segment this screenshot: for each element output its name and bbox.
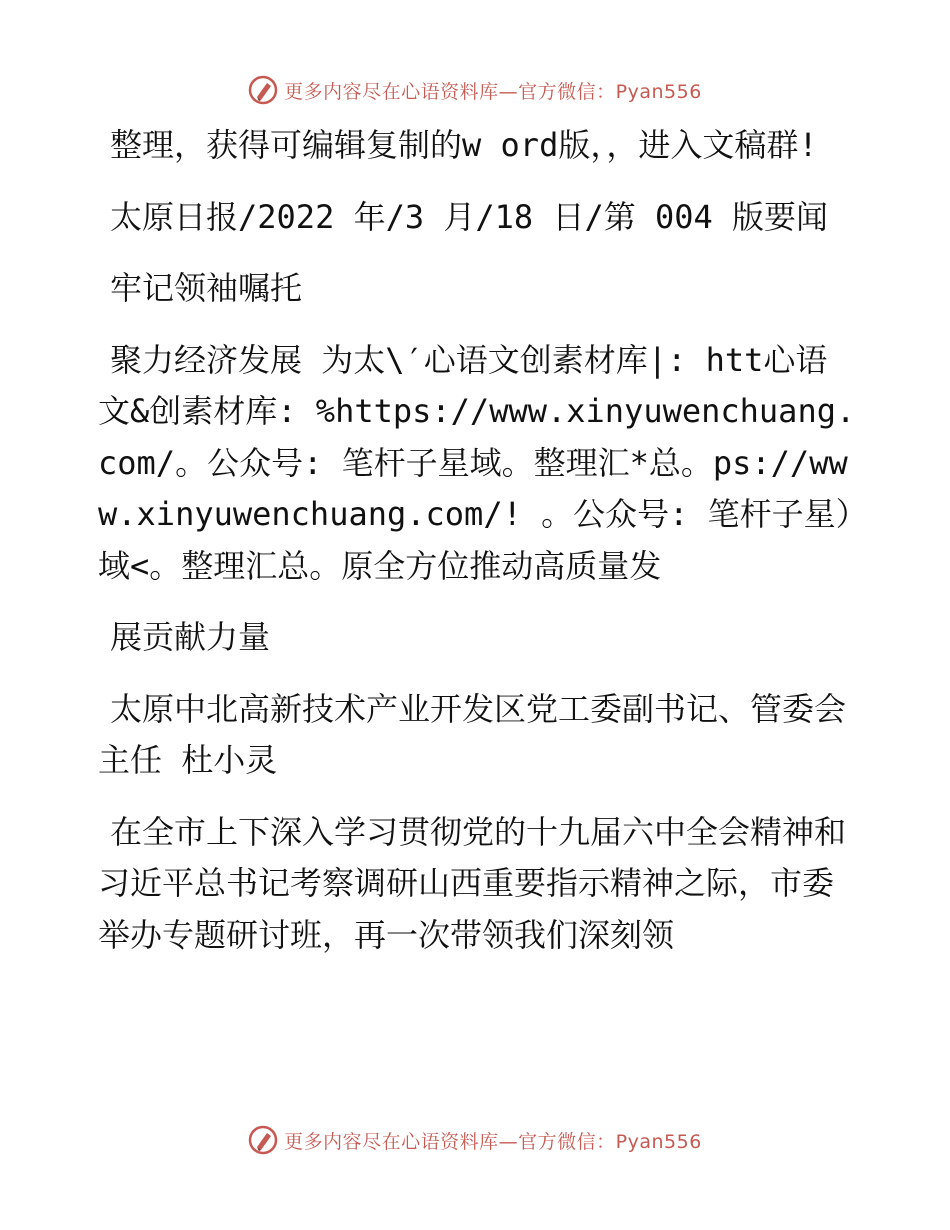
banner-text xyxy=(284,1127,702,1154)
paragraph-subheadline: 聚力经济发展 为太\′心语文创素材库|: htt心语文&创素材库: %https://www.xinyuwenchuang.com/。公众号: 笔杆子星域。整理汇*总。ps://www.xinyuwenchuang.com/! 。公众号: 笔杆子星）域<。整理汇总。原全方位推动高质量发 xyxy=(98,340,856,585)
banner-official-wechat: 官方微信：Pyan556 xyxy=(518,80,702,103)
pen-nib-logo-icon xyxy=(248,75,278,105)
paragraph-headline: 牢记领袖嘱托 xyxy=(110,269,303,307)
paragraph-subheadline-end: 展贡献力量 xyxy=(110,618,271,656)
footer-banner xyxy=(0,1120,950,1160)
pen-nib-logo-icon xyxy=(248,1125,278,1155)
document-body xyxy=(98,120,858,981)
paragraph-source: 太原日报/2022 年/3 月/18 日/第 004 版要闻 xyxy=(110,197,829,236)
banner-title: 更多内容尽在心语资料库 xyxy=(284,1130,499,1153)
banner-title: 更多内容尽在心语资料库 xyxy=(284,80,499,103)
paragraph-author: 太原中北高新技术产业开发区党工委副书记、管委会主任 杜小灵 xyxy=(98,689,847,779)
paragraph-body: 在全市上下深入学习贯彻党的十九届六中全会精神和习近平总书记考察调研山西重要指示精神之际，市委举办专题研讨班，再一次带领我们深刻领 xyxy=(98,812,847,954)
header-banner xyxy=(0,70,950,110)
banner-official-wechat: 官方微信：Pyan556 xyxy=(518,1130,702,1153)
banner-dash: — xyxy=(498,80,519,103)
banner-dash: — xyxy=(498,1130,519,1153)
paragraph-intro: 整理，获得可编辑复制的w ord版，，进入文稿群! xyxy=(110,126,818,164)
banner-text xyxy=(284,77,702,104)
